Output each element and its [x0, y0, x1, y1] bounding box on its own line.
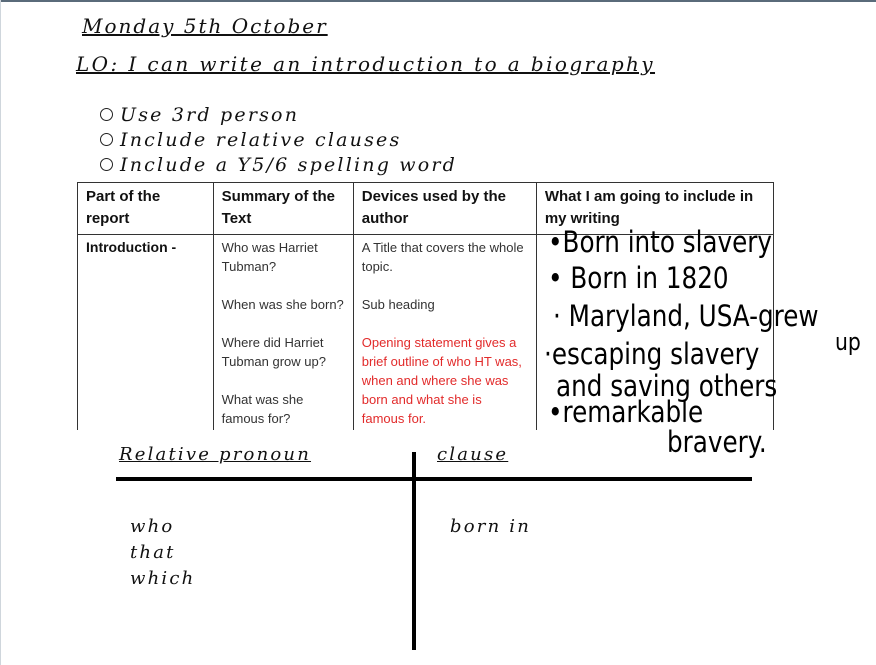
handwritten-note: • Born in 1820 [548, 261, 729, 295]
clause-heading: clause [437, 444, 509, 465]
pronoun-item: that [130, 542, 176, 563]
circle-bullet-icon [100, 158, 113, 171]
handwritten-note: bravery. [667, 425, 767, 459]
date-heading: Monday 5th October [82, 14, 328, 38]
table-header: Summary of the Text [213, 183, 353, 235]
learning-objective: LO: I can write an introduction to a biography [76, 52, 656, 76]
question-text: Who was Harriet Tubman? [221, 240, 318, 274]
handwritten-note: up [835, 328, 861, 356]
table-header: Part of the report [78, 183, 214, 235]
device-text: A Title that covers the whole topic. [361, 240, 524, 274]
handwritten-note: •remarkable [548, 395, 704, 429]
handwritten-note: ·escaping slavery [544, 337, 760, 371]
table-header: Devices used by the author [353, 183, 536, 235]
device-text: Sub heading [361, 297, 435, 312]
handwritten-note: · Maryland, USA-grew [553, 299, 819, 333]
question-text: When was she born? [221, 297, 344, 312]
criteria-item: Include relative clauses [100, 127, 457, 152]
pronoun-item: which [130, 568, 196, 589]
device-text-red: Opening statement gives a brief outline of who HT was, when and where she was born and what she is famous for. [361, 335, 522, 426]
row-label: Introduction - [78, 235, 214, 431]
handwritten-note: •Born into slavery [548, 225, 773, 259]
question-text: Where did Harriet Tubman grow up? [221, 335, 326, 369]
t-chart-vertical-line [412, 452, 416, 650]
top-border [0, 0, 876, 2]
left-border [0, 0, 1, 665]
devices-cell [353, 235, 536, 431]
relative-pronoun-heading: Relative pronoun [119, 444, 312, 465]
handwritten-note: and saving others [556, 369, 778, 403]
pronoun-item: who [130, 516, 175, 537]
table-header: What I am going to include in my writing [536, 183, 773, 235]
circle-bullet-icon [100, 133, 113, 146]
clause-item: born in [450, 516, 532, 537]
question-text: What was she famous for? [221, 392, 304, 426]
success-criteria-list [100, 102, 457, 177]
summary-cell [213, 235, 353, 431]
pronoun-list [130, 514, 195, 592]
criteria-item: Include a Y5/6 spelling word [100, 152, 457, 177]
t-chart-horizontal-line [116, 477, 752, 481]
criteria-item: Use 3rd person [100, 102, 457, 127]
circle-bullet-icon [100, 108, 113, 121]
